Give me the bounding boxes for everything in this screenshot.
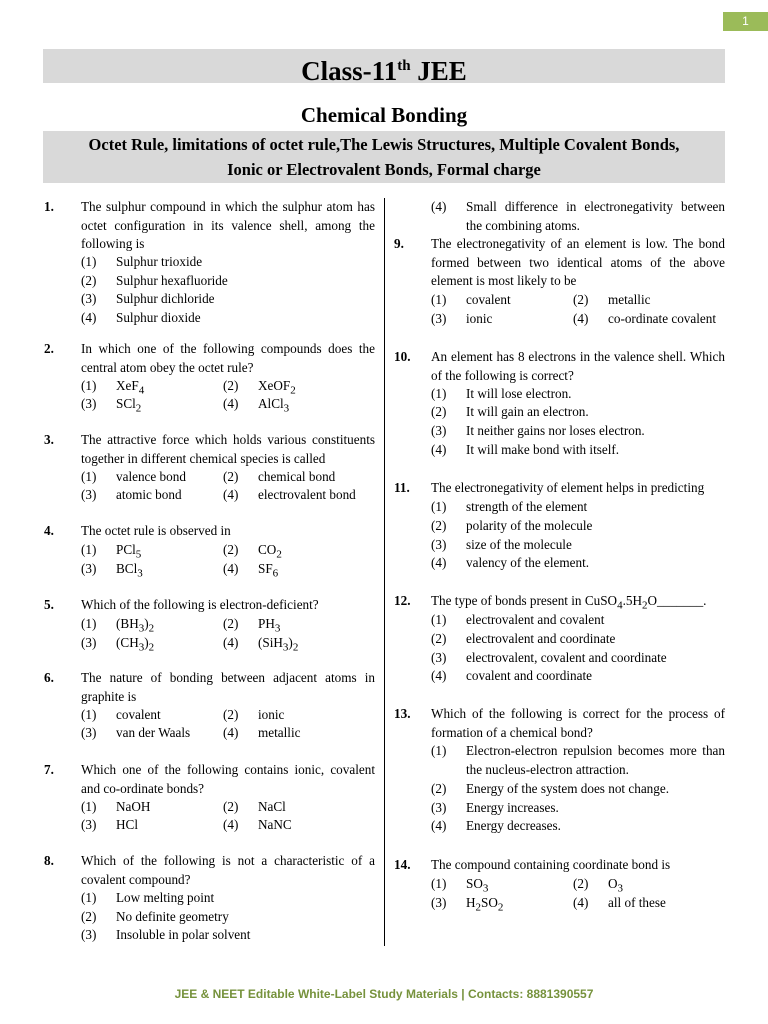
question-text: The electronegativity of element helps in predicting: [431, 480, 705, 495]
question-1: 1. The sulphur compound in which the sulphur atom has octet configuration in its valence shell, among the following is (1) Sulphur trioxide (2) Sulphur hexafluoride (3) Sulphur dichloride (4) Sulphur dioxide: [44, 199, 375, 325]
question-number: 7.: [44, 762, 54, 777]
question-10: 10. An element has 8 electrons in the valence shell. Which of the following is correct? (1) It will lose electron. (2) It will gain an electron. (3) It neither gains nor loses electron. (4) It will make bond with itself.: [394, 349, 725, 457]
question-text: Which of the following is not a characteristic of a covalent compound?: [81, 853, 375, 887]
question-4: 4. The octet rule is observed in (1) PCl$_5$ (2) $CO_2$ (3) BCl$_3$ (4) $SF_6$: [44, 522, 375, 580]
question-text: The electronegativity of an element is low. The bond formed between two identical atoms of the above element is most likely to be: [431, 236, 725, 288]
topics-banner: [43, 131, 725, 183]
question-number: 11.: [394, 480, 410, 495]
question-number: 3.: [44, 432, 54, 447]
question-number: 10.: [394, 349, 411, 364]
question-8-continued: (4) Small difference in electronegativity between the combining atoms.: [431, 199, 725, 233]
question-text: The attractive force which holds various constituents together in different chemical species is called: [81, 432, 375, 466]
question-number: 12.: [394, 593, 411, 608]
question-text: In which one of the following compounds does the central atom obey the octet rule?: [81, 341, 375, 375]
question-3: 3. The attractive force which holds various constituents together in different chemical species is called (1) valence bond (2) chemical bond (3) atomic bond (4) electrovalent bond: [44, 432, 375, 502]
question-text: The type of bonds present in $CuSO_4.5H_2O\_\_\_\_\_\_\_$.: [431, 593, 707, 612]
question-text: The octet rule is observed in: [81, 523, 231, 538]
question-7: 7. Which one of the following contains ionic, covalent and co-ordinate bonds? (1) NaOH (2) NaCl (3) HCl (4) NaNC: [44, 762, 375, 832]
question-text: Which one of the following contains ionic, covalent and co-ordinate bonds?: [81, 762, 375, 796]
question-number: 8.: [44, 853, 54, 868]
question-number: 9.: [394, 236, 404, 251]
question-14: 14. The compound containing coordinate bond is (1) $SO_3$ (2) $O_3$ (3) $H_2SO_2$ (4) all of these: [394, 856, 725, 914]
footer-contact: JEE & NEET Editable White-Label Study Materials | Contacts: 8881390557: [174, 987, 594, 1001]
question-number: 2.: [44, 341, 54, 356]
question-number: 14.: [394, 857, 411, 872]
question-12: 12. The type of bonds present in $CuSO_4.5H_2O\_\_\_\_\_\_\_$. (1) electrovalent and covalent (2) electrovalent and coordinate (3) electrovalent, covalent and coordinate (4) covalent and coordinate: [394, 592, 725, 686]
question-text: Which of the following is correct for the process of formation of a chemical bond?: [431, 706, 725, 740]
class-title-prefix: Class-11: [301, 56, 398, 86]
question-5: 5. Which of the following is electron-deficient? (1) $(BH_3)_2$ (2) $PH_3$ (3) $(CH_3)_2$ (4) $(SiH_3)_2$: [44, 596, 375, 654]
question-number: 6.: [44, 670, 54, 685]
question-number: 13.: [394, 706, 411, 721]
class-title-suffix: JEE: [410, 56, 467, 86]
topics-line-1: Octet Rule, limitations of octet rule,The Lewis Structures, Multiple Covalent Bonds,: [88, 135, 680, 154]
question-text: The sulphur compound in which the sulphur atom has octet configuration in its valence shell, among the following is: [81, 199, 375, 251]
question-13: 13. Which of the following is correct for the process of formation of a chemical bond? (1) Electron-electron repulsion becomes more than the nucleus-electron attraction. (2) Energy of the system does not change. (3) Energy increases. (4) Energy decreases.: [394, 706, 725, 833]
column-divider: [384, 198, 385, 946]
question-number: 5.: [44, 597, 54, 612]
class-title-superscript: th: [397, 58, 411, 74]
question-text: An element has 8 electrons in the valence shell. Which of the following is correct?: [431, 349, 725, 383]
subject-title: Chemical Bonding: [300, 103, 468, 127]
question-text: The nature of bonding between adjacent atoms in graphite is: [81, 670, 375, 704]
page-number: 1: [723, 12, 768, 31]
question-text: Which of the following is electron-deficient?: [81, 597, 319, 612]
question-number: 4.: [44, 523, 54, 538]
question-text: The compound containing coordinate bond is: [431, 857, 671, 872]
class-title: [43, 49, 725, 86]
question-2: 2. In which one of the following compounds does the central atom obey the octet rule? (1) XeF$_4$ (2) XeOF$_2$ (3) SCl$_2$ (4) AlCl$_3$: [44, 341, 375, 415]
question-number: 1.: [44, 199, 54, 214]
topics-line-2: Ionic or Electrovalent Bonds, Formal charge: [227, 160, 541, 179]
question-11: 11. The electronegativity of element helps in predicting (1) strength of the element (2) polarity of the molecule (3) size of the molecule (4) valency of the element.: [394, 479, 725, 573]
question-6: 6. The nature of bonding between adjacent atoms in graphite is (1) covalent (2) ionic (3) van der Waals (4) metallic: [44, 670, 375, 740]
question-8: 8. Which of the following is not a characteristic of a covalent compound? (1) Low melting point (2) No definite geometry (3) Insoluble in polar solvent: [44, 853, 375, 942]
question-9: 9. The electronegativity of an element is low. The bond formed between two identical atoms of the above element is most likely to be (1) covalent (2) metallic (3) ionic (4) co-ordinate covalent: [394, 236, 725, 326]
